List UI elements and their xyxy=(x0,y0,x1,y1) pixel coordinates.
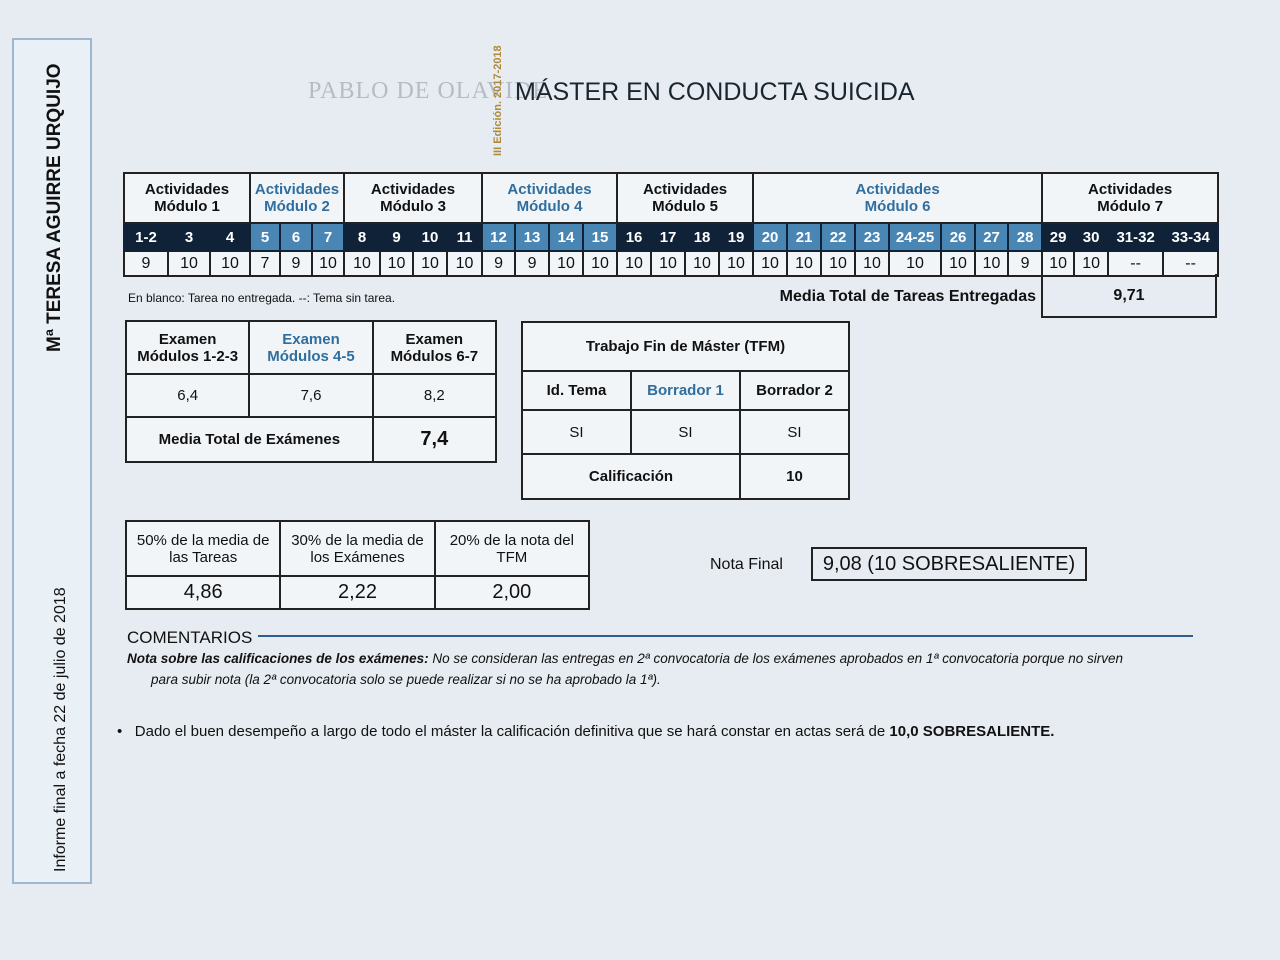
task-number: 4 xyxy=(210,223,250,251)
exam-header: Módulos 6-7 xyxy=(390,347,479,365)
task-number: 27 xyxy=(975,223,1008,251)
task-grade: 10 xyxy=(1042,251,1074,276)
exam-grade: 6,4 xyxy=(126,374,249,417)
task-grade: 10 xyxy=(753,251,787,276)
weight-header: las Tareas xyxy=(169,548,238,566)
student-name: Mª TERESA AGUIRRE URQUIJO xyxy=(44,63,65,352)
task-grade: 10 xyxy=(344,251,380,276)
task-grade: 10 xyxy=(312,251,344,276)
task-number: 1-2 xyxy=(124,223,168,251)
exam-header: Módulos 4-5 xyxy=(267,347,355,365)
module-name: Módulo 7 xyxy=(1097,198,1164,215)
task-number: 8 xyxy=(344,223,380,251)
task-grade: 10 xyxy=(549,251,583,276)
final-comment xyxy=(117,723,1054,740)
weight-value: 2,00 xyxy=(435,576,589,609)
module-header xyxy=(482,173,617,223)
tfm-table xyxy=(521,321,850,500)
comments-title: COMENTARIOS xyxy=(127,628,253,647)
task-grade: 10 xyxy=(975,251,1008,276)
tasks-mean-value: 9,71 xyxy=(1041,274,1217,318)
exam-header: Examen xyxy=(282,330,340,348)
module-label: Actividades xyxy=(507,181,592,198)
task-grade: 9 xyxy=(482,251,515,276)
tasks-mean-label: Media Total de Tareas Entregadas xyxy=(779,288,1036,305)
task-number: 3 xyxy=(168,223,210,251)
task-number: 24-25 xyxy=(889,223,941,251)
task-grade: 10 xyxy=(787,251,821,276)
page-title: MÁSTER EN CONDUCTA SUICIDA xyxy=(515,78,915,106)
module-name: Módulo 4 xyxy=(516,198,583,215)
weight-header: TFM xyxy=(496,548,528,566)
module-name: Módulo 6 xyxy=(864,198,931,215)
task-number: 10 xyxy=(413,223,447,251)
exam-grade: 7,6 xyxy=(249,374,372,417)
exam-header: Módulos 1-2-3 xyxy=(137,347,239,365)
task-number: 20 xyxy=(753,223,787,251)
task-number: 5 xyxy=(250,223,280,251)
task-number: 31-32 xyxy=(1108,223,1163,251)
task-number: 23 xyxy=(855,223,889,251)
exam-grade: 8,2 xyxy=(373,374,496,417)
task-grade: 10 xyxy=(941,251,975,276)
task-grade: 9 xyxy=(280,251,312,276)
side-band xyxy=(12,38,92,884)
module-header xyxy=(617,173,753,223)
module-name: Módulo 3 xyxy=(380,198,446,215)
exams-table xyxy=(125,320,497,463)
tfm-value: SI xyxy=(631,410,740,454)
task-number: 18 xyxy=(685,223,719,251)
edition-label: III Edición. 2017-2018 xyxy=(492,45,504,156)
module-header xyxy=(124,173,250,223)
final-comment-grade: 10,0 SOBRESALIENTE. xyxy=(889,723,1055,740)
module-header xyxy=(1042,173,1218,223)
module-label: Actividades xyxy=(642,181,728,198)
task-grade: 10 xyxy=(1074,251,1108,276)
module-name: Módulo 5 xyxy=(652,198,718,215)
module-label: Actividades xyxy=(144,181,230,198)
tfm-header: Borrador 2 xyxy=(740,371,849,410)
task-number: 7 xyxy=(312,223,344,251)
module-label: Actividades xyxy=(254,181,340,198)
task-grade: -- xyxy=(1163,251,1218,276)
task-grade: 10 xyxy=(889,251,941,276)
task-number: 19 xyxy=(719,223,753,251)
comments-divider xyxy=(258,635,1193,637)
task-number: 13 xyxy=(515,223,549,251)
weight-header: 20% de la nota del xyxy=(449,531,574,549)
task-number: 17 xyxy=(651,223,685,251)
task-number: 29 xyxy=(1042,223,1074,251)
exam-header: Examen xyxy=(405,330,464,348)
weight-value: 4,86 xyxy=(126,576,280,609)
task-grade: 9 xyxy=(515,251,549,276)
task-grade: 10 xyxy=(617,251,651,276)
weight-header: 50% de la media de xyxy=(136,531,270,549)
exam-note-text: No se consideran las entregas en 2ª convocatoria de los exámenes aprobados en 1ª convocatoria porque no sirven xyxy=(428,651,1124,666)
module-name: Módulo 2 xyxy=(264,198,330,215)
task-grade: 10 xyxy=(583,251,617,276)
task-number: 21 xyxy=(787,223,821,251)
task-number: 22 xyxy=(821,223,855,251)
task-grade: -- xyxy=(1108,251,1163,276)
module-name: Módulo 1 xyxy=(154,198,220,215)
task-grade: 9 xyxy=(124,251,168,276)
weights-table xyxy=(125,520,590,610)
weight-header: 30% de la media de xyxy=(291,531,424,549)
activities-table xyxy=(123,172,1219,277)
task-grade: 10 xyxy=(168,251,210,276)
module-header xyxy=(753,173,1042,223)
task-number: 11 xyxy=(447,223,482,251)
tfm-value: SI xyxy=(740,410,849,454)
task-grade: 10 xyxy=(651,251,685,276)
task-number: 9 xyxy=(380,223,413,251)
tfm-header: Borrador 1 xyxy=(631,371,740,410)
task-grade: 9 xyxy=(1008,251,1042,276)
tfm-grade-value: 10 xyxy=(740,454,849,499)
exams-mean-value: 7,4 xyxy=(373,417,496,462)
tfm-header: Id. Tema xyxy=(522,371,631,410)
task-number: 14 xyxy=(549,223,583,251)
task-grade: 10 xyxy=(821,251,855,276)
tfm-grade-label: Calificación xyxy=(522,454,740,499)
task-number: 33-34 xyxy=(1163,223,1218,251)
legend-text: En blanco: Tarea no entregada. --: Tema sin tarea. xyxy=(128,291,396,305)
task-grade: 10 xyxy=(413,251,447,276)
report-date: Informe final a fecha 22 de julio de 2018 xyxy=(52,587,69,872)
tfm-value: SI xyxy=(522,410,631,454)
module-header xyxy=(250,173,344,223)
task-number: 26 xyxy=(941,223,975,251)
task-grade: 10 xyxy=(855,251,889,276)
task-number: 30 xyxy=(1074,223,1108,251)
task-number: 6 xyxy=(280,223,312,251)
bullet-icon: • xyxy=(117,723,135,740)
exam-header: Examen xyxy=(158,330,217,348)
module-label: Actividades xyxy=(370,181,456,198)
exam-note-text: para subir nota (la 2ª convocatoria solo se puede realizar si no se ha aprobado la 1ª). xyxy=(151,672,661,687)
university-logo: PABLO DE OLAVIDE xyxy=(308,78,549,104)
task-grade: 10 xyxy=(210,251,250,276)
task-grade: 10 xyxy=(447,251,482,276)
final-grade-value: 9,08 (10 SOBRESALIENTE) xyxy=(811,547,1087,581)
final-comment-text: Dado el buen desempeño a largo de todo el máster la calificación definitiva que se hará constar en actas será de xyxy=(134,723,890,740)
module-label: Actividades xyxy=(1088,181,1173,198)
task-grade: 10 xyxy=(685,251,719,276)
task-grade: 7 xyxy=(250,251,280,276)
task-number: 28 xyxy=(1008,223,1042,251)
weight-header: los Exámenes xyxy=(310,548,405,566)
exam-note xyxy=(127,651,1123,666)
module-header xyxy=(344,173,482,223)
module-label: Actividades xyxy=(855,181,940,198)
task-grade: 10 xyxy=(380,251,413,276)
task-number: 15 xyxy=(583,223,617,251)
task-number: 12 xyxy=(482,223,515,251)
exam-note-title: Nota sobre las calificaciones de los exámenes: xyxy=(127,651,429,666)
tfm-title: Trabajo Fin de Máster (TFM) xyxy=(522,322,849,371)
final-grade-label: Nota Final xyxy=(710,556,783,573)
task-grade: 10 xyxy=(719,251,753,276)
exams-mean-label: Media Total de Exámenes xyxy=(126,417,373,462)
weight-value: 2,22 xyxy=(280,576,434,609)
task-number: 16 xyxy=(617,223,651,251)
